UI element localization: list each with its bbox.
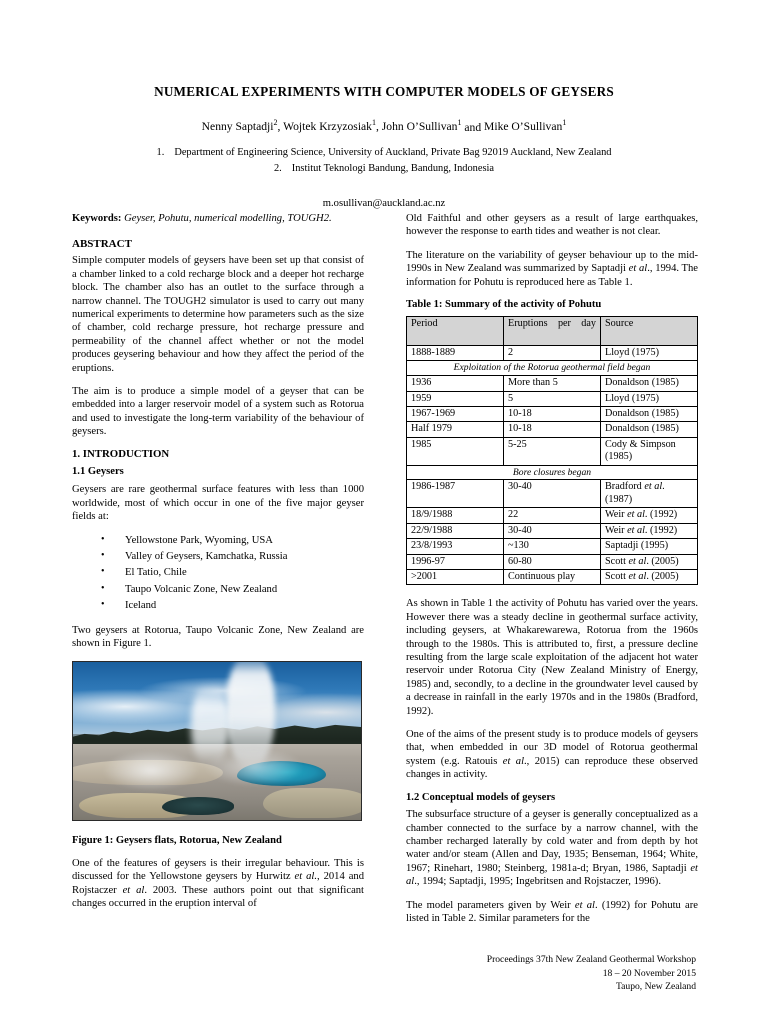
cell-source: Saptadji (1995) xyxy=(601,539,698,554)
cell-eruptions: 10-18 xyxy=(504,406,601,421)
cell-eruptions: 5-25 xyxy=(504,437,601,465)
paragraph-model-parameters: The model parameters given by Weir et al. (1992) for Pohutu are listed in Table 2. Similar parameters for the xyxy=(406,899,698,924)
table-1-pohutu-activity xyxy=(406,316,698,586)
cell-eruptions: 30-40 xyxy=(504,480,601,508)
cell-eruptions: 60-80 xyxy=(504,554,601,569)
latin-abbrev: et al xyxy=(122,884,145,896)
list-item: • Yellowstone Park, Wyoming, USA xyxy=(101,533,364,549)
cell-source: Donaldson (1985) xyxy=(601,422,698,437)
author-conjunction: and xyxy=(464,120,482,134)
footer-date-line: 18 – 20 November 2015 xyxy=(602,967,696,979)
list-item: • El Tatio, Chile xyxy=(101,565,364,581)
author-2-affil-marker: 1 xyxy=(371,118,376,128)
latin-abbrev: et al xyxy=(628,263,648,275)
cell-source: Cody & Simpson (1985) xyxy=(601,437,698,465)
author-4-affil-marker: 1 xyxy=(562,118,567,128)
table-row xyxy=(407,480,698,508)
geyser-fields-list xyxy=(72,533,364,613)
section-heading-introduction: 1. INTRODUCTION xyxy=(72,448,170,461)
affiliation-1 xyxy=(72,145,696,160)
cell-separator-note: Exploitation of the Rotorua geothermal field began xyxy=(407,361,698,376)
cell-eruptions: 30-40 xyxy=(504,523,601,538)
cell-source: Weir et al. (1992) xyxy=(601,523,698,538)
cell-period: 1985 xyxy=(407,437,504,465)
latin-abbrev: et al xyxy=(574,899,595,911)
author-1: Nenny Saptadji$^2$, xyxy=(201,118,281,134)
affiliation-2-text: Institut Teknologi Bandung, Bandung, Indonesia xyxy=(291,162,495,174)
table-body xyxy=(407,345,698,585)
cell-source: Weir et al. (1992) xyxy=(601,508,698,523)
keywords-label: Keywords: xyxy=(72,213,122,224)
table-row xyxy=(407,539,698,554)
table-row xyxy=(407,570,698,585)
paragraph-literature: The literature on the variability of geyser behaviour up to the mid-1990s in New Zealand was summarized by Saptadji et al., 1994. The information for Pohutu is reproduced here as Table 1. xyxy=(406,249,698,288)
photo-dark-pool xyxy=(162,797,234,814)
table-row xyxy=(407,391,698,406)
table-header-row xyxy=(407,316,698,345)
figure-1-caption: Figure 1: Geysers flats, Rotorua, New Zealand xyxy=(72,834,282,846)
cell-period: 1986-1987 xyxy=(407,480,504,508)
footer-location-line: Taupo, New Zealand xyxy=(615,981,696,993)
latin-abbrev: et al. xyxy=(294,871,318,883)
author-list xyxy=(72,119,696,135)
column-header-eruptions-per-day: Eruptions per day xyxy=(504,316,601,345)
cell-period: 1936 xyxy=(407,376,504,391)
page-title: NUMERICAL EXPERIMENTS WITH COMPUTER MODELS OF GEYSERS xyxy=(154,84,614,99)
author-1-affil-marker: 2 xyxy=(273,118,278,128)
cell-source: Donaldson (1985) xyxy=(601,376,698,391)
paper-header xyxy=(0,0,768,209)
table-1-caption: Table 1: Summary of the activity of Pohutu xyxy=(406,298,602,310)
paragraph-study-aims: One of the aims of the present study is to produce models of geysers that, when embedded in our 3D model of Rotorua geothermal system (e.g. Ratouis et al., 2015) can reproduce these observed changes in activity. xyxy=(406,729,698,781)
affiliation-1-text: Department of Engineering Science, University of Auckland, Private Bag 92019 Auckland, New Zealand xyxy=(174,147,612,159)
table-separator-row xyxy=(407,465,698,480)
list-item: • Iceland xyxy=(101,598,364,614)
subsection-heading-geysers: 1.1 Geysers xyxy=(72,466,124,478)
author-4: Mike O’Sullivan$^1$ xyxy=(484,118,567,134)
author-3: John O’Sullivan$^1$ xyxy=(381,118,462,134)
cell-period: 1888-1889 xyxy=(407,345,504,360)
author-3-affil-marker: 1 xyxy=(457,118,462,128)
list-item: • Valley of Geysers, Kamchatka, Russia xyxy=(101,549,364,565)
list-item: • Taupo Volcanic Zone, New Zealand xyxy=(101,582,364,598)
cell-period: 22/9/1988 xyxy=(407,523,504,538)
cell-period: 1996-97 xyxy=(407,554,504,569)
paragraph-old-faithful: Old Faithful and other geysers as a result of large earthquakes, however the response to earth tides and weather is not clear. xyxy=(406,213,698,238)
table-row xyxy=(407,406,698,421)
affiliation-2-number: 2. xyxy=(273,162,282,174)
table-row xyxy=(407,345,698,360)
figure-1 xyxy=(72,661,364,847)
affiliation-list xyxy=(72,145,696,175)
cell-period: 1959 xyxy=(407,391,504,406)
cell-eruptions: 10-18 xyxy=(504,422,601,437)
table-separator-row xyxy=(407,361,698,376)
right-column xyxy=(406,212,698,935)
affiliation-1-number: 1. xyxy=(156,147,165,159)
table-row xyxy=(407,422,698,437)
subsection-heading-conceptual-models: 1.2 Conceptual models of geysers xyxy=(406,791,556,803)
cell-eruptions: 22 xyxy=(504,508,601,523)
column-header-period: Period xyxy=(407,316,504,345)
column-header-source: Source xyxy=(601,316,698,345)
cell-source: Lloyd (1975) xyxy=(601,345,698,360)
author-2: Wojtek Krzyzosiak$^1$, xyxy=(283,118,379,134)
table-header xyxy=(407,316,698,345)
cell-eruptions: More than 5 xyxy=(504,376,601,391)
footer-proceedings-line: Proceedings 37th New Zealand Geothermal Workshop xyxy=(486,954,696,966)
latin-abbrev: et al xyxy=(406,862,698,888)
cell-source: Scott et al. (2005) xyxy=(601,554,698,569)
keywords-block xyxy=(72,212,364,225)
cell-source: Lloyd (1975) xyxy=(601,391,698,406)
cell-eruptions: 5 xyxy=(504,391,601,406)
left-column xyxy=(72,212,364,935)
cell-period: >2001 xyxy=(407,570,504,585)
cell-period: 18/9/1988 xyxy=(407,508,504,523)
paragraph-two-geysers: Two geysers at Rotorua, Taupo Volcanic Zone, New Zealand are shown in Figure 1. xyxy=(72,624,364,650)
table-row xyxy=(407,508,698,523)
photo-steam-right xyxy=(205,748,303,786)
abstract-heading: ABSTRACT xyxy=(72,238,132,251)
cell-period: 23/8/1993 xyxy=(407,539,504,554)
photo-steam-left xyxy=(102,750,200,791)
paragraph-subsurface-structure: The subsurface structure of a geyser is generally conceptualized as a chamber connected to the surface by a narrow channel, with the chamber recharged laterally by cold water and from depth by hot water and/or steam (Allen and Day, 1935; Benseman, 1964; White, 1967; Rinehart, 1980; Steinberg, 1981a-d; Bryan, 1986, Saptadji et al., 1994; Saptadji, 1995; Ingebritsen and Rojstaczer, 1996). xyxy=(406,809,698,888)
table-row xyxy=(407,523,698,538)
cell-source: Scott et al. (2005) xyxy=(601,570,698,585)
cell-separator-note: Bore closures began xyxy=(407,465,698,480)
abstract-paragraph-1: Simple computer models of geysers have been set up that consist of a chamber linked to a cold recharge block and a deeper hot recharge block. The chamber also has an outlet to the surface through a narrow channel. The TOUGH2 simulator is used to carry out many numerical experiments to determine how parameters such as the size of chamber, cold recharge pressure, hot recharge pressure and permeability of the channel affect whether or not the model produces geysering behaviour and how they affect the period of the eruptions. xyxy=(72,255,364,374)
paragraph-activity-decline: As shown in Table 1 the activity of Pohutu has varied over the years. However there was a steady decline in geothermal surface activity, including geysers, at Whakarewarewa, Rotorua from the 1960s through to the 1980s. This is attributed to, first, a pressure decline resulting from the large scale exploitation of the adjacent hot water reservoir under Rotorua City (New Zealand Ministry of Energy, 1985) and, secondly, to a decline in the groundwater level caused by a decrease in rainfall in the early 1970s and in the 1980s (Bradford, 1992). xyxy=(406,598,698,717)
latin-abbrev: et al xyxy=(502,755,525,767)
cell-eruptions: ~130 xyxy=(504,539,601,554)
paragraph-geyser-fields-intro: Geysers are rare geothermal surface features with less than 1000 worldwide, most of which occur in one of the five major geyser fields at: xyxy=(72,484,364,522)
paragraph-irregular-behaviour: One of the features of geysers is their irregular behaviour. This is discussed for the Yellowstone geysers by Hurwitz et al., 2014 and Rojstaczer et al. 2003. These authors point out that significant changes occurred in the eruption interval of xyxy=(72,857,365,909)
figure-1-image xyxy=(72,661,362,821)
keywords-value: Geyser, Pohutu, numerical modelling, TOUGH2. xyxy=(124,213,332,224)
cell-period: Half 1979 xyxy=(407,422,504,437)
cell-period: 1967-1969 xyxy=(407,406,504,421)
page-footer xyxy=(487,953,696,994)
table-row xyxy=(407,437,698,465)
cell-source: Donaldson (1985) xyxy=(601,406,698,421)
table-row xyxy=(407,554,698,569)
abstract-paragraph-2: The aim is to produce a simple model of a geyser that can be embedded into a larger reservoir model of a system such as Rotorua and used to investigate the long-term variability of the behaviour of geysers. xyxy=(72,385,364,438)
affiliation-2 xyxy=(72,161,696,176)
cell-eruptions: Continuous play xyxy=(504,570,601,585)
table-row xyxy=(407,376,698,391)
body-columns xyxy=(72,212,698,935)
contact-email[interactable]: m.osullivan@auckland.ac.nz xyxy=(322,197,446,209)
photo-foreground-rock-right xyxy=(263,788,362,818)
cell-eruptions: 2 xyxy=(504,345,601,360)
cell-source: Bradford et al. (1987) xyxy=(601,480,698,508)
